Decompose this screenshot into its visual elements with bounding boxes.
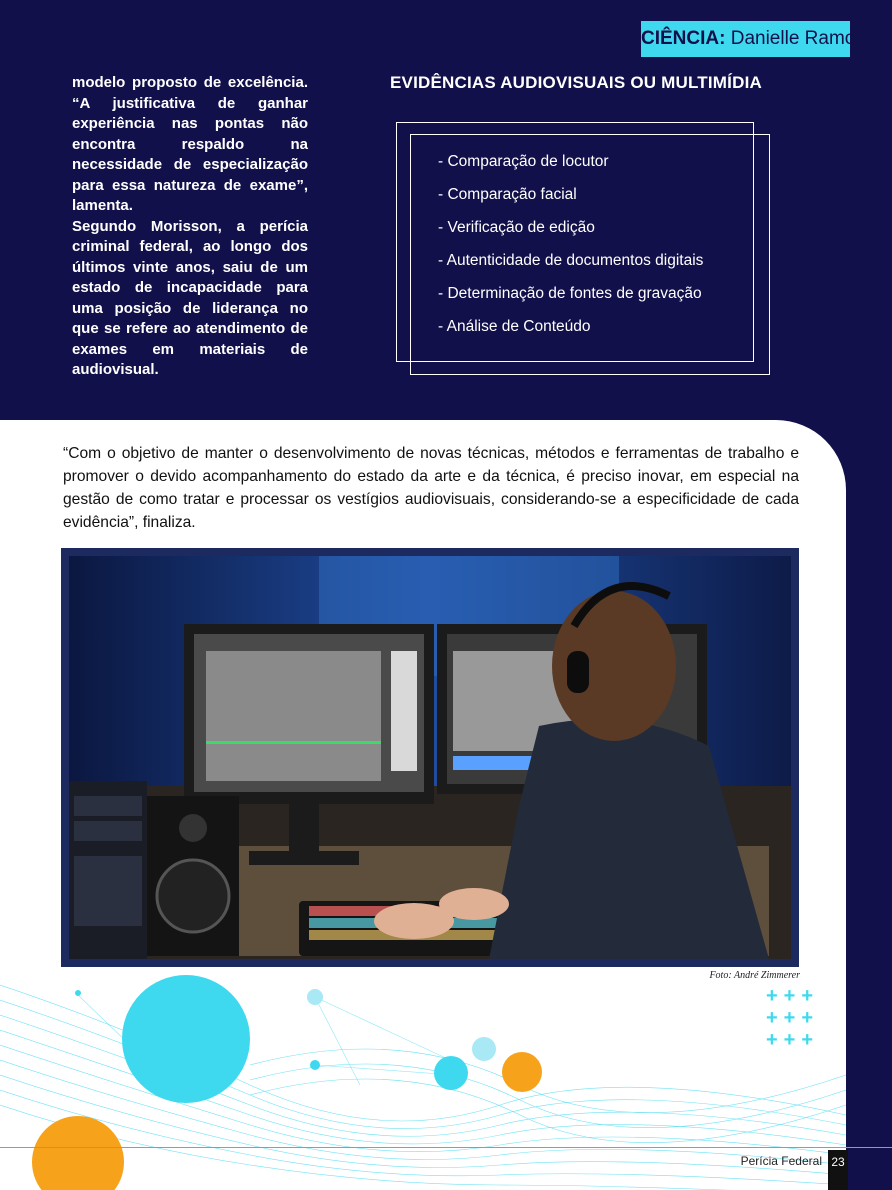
large-cyan-circle: [122, 975, 250, 1103]
evidence-item: - Verificação de edição: [438, 219, 595, 236]
article-column: [72, 73, 308, 381]
article-paragraph: modelo proposto de excelência. “A justificativa de ganhar experiência nas pontas não encontra respaldo na necessidade de especialização para essa natureza de exame”, lamenta.: [72, 74, 308, 214]
small-orange-circle: [502, 1052, 542, 1092]
publication-name: Perícia Federal: [740, 1154, 822, 1168]
evidence-list: [438, 150, 703, 348]
evidence-item: - Determinação de fontes de gravação: [438, 285, 702, 302]
lab-photo: [61, 548, 799, 967]
equipment-rack: [69, 781, 147, 959]
photo-illustration: [69, 556, 791, 959]
page-number: 23: [828, 1150, 848, 1190]
article-paragraph: Segundo Morisson, a perícia criminal federal, ao longo dos últimos vinte anos, saiu de um estado de incapacidade para uma posição de liderança no que se refere ao atendimento de exames em materiais de audiovisual.: [72, 217, 308, 378]
speaker: [147, 796, 239, 956]
small-circle: [307, 989, 323, 1005]
orange-circle: [32, 1116, 124, 1190]
evidence-item: - Comparação de locutor: [438, 153, 609, 170]
evidence-item: - Comparação facial: [438, 186, 577, 203]
plus-pattern-icon: +++ +++ +++: [766, 985, 820, 1051]
closing-quote: “Com o objetivo de manter o desenvolvimento de novas técnicas, métodos e ferramentas de trabalho e promover o devido acompanhamento do estado da arte e da técnica, é preciso inovar, em especial na gestão de como tratar e processar os vestígios audiovisuais, considerando-se a especificidade de cada evidência”, finaliza.: [63, 445, 799, 531]
section-name: CIÊNCIA:: [641, 28, 726, 49]
evidence-item: - Análise de Conteúdo: [438, 318, 591, 335]
photo-credit: Foto: André Zimmerer: [709, 970, 800, 981]
evidence-item: - Autenticidade de documentos digitais: [438, 252, 704, 269]
small-circle: [472, 1037, 496, 1061]
footer-divider: [0, 1147, 892, 1148]
small-cyan-circle: [434, 1056, 468, 1090]
evidence-box-title: EVIDÊNCIAS AUDIOVISUAIS OU MULTIMÍDIA: [390, 73, 762, 92]
section-tag: [641, 21, 865, 57]
author-name: Danielle Ramos: [730, 28, 865, 49]
